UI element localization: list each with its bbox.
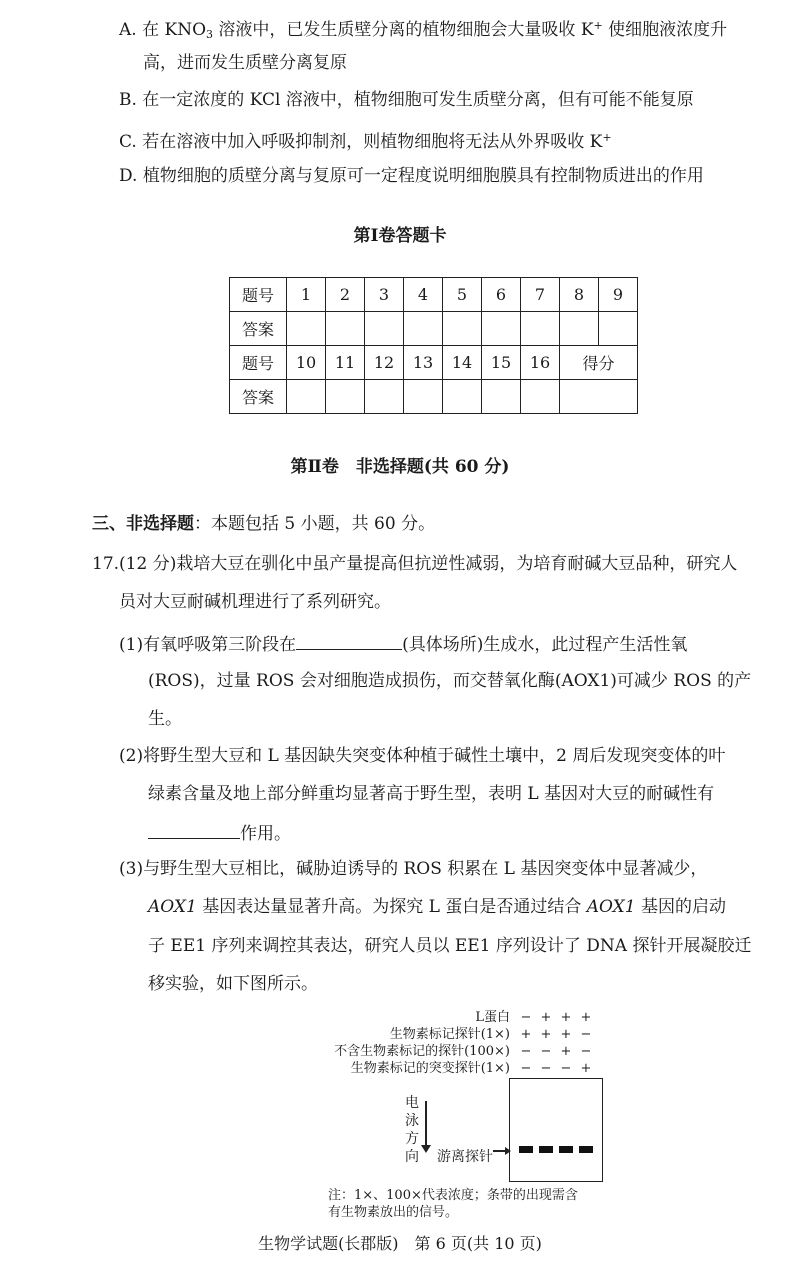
score-cell (560, 380, 638, 414)
question-number: 14 (443, 346, 482, 380)
arrow-down-icon (421, 1145, 431, 1153)
answer-cell (443, 312, 482, 346)
lane-sign: − (520, 1044, 532, 1059)
answer-card-title: 第Ⅰ卷答题卡 (353, 226, 447, 246)
figure-row-label: 生物素标记探针(1×) (389, 1027, 510, 1042)
table-row (230, 380, 638, 414)
answer-cell (326, 380, 365, 414)
table-row (230, 312, 638, 346)
answer-card-table (229, 277, 638, 414)
gel-band (579, 1146, 593, 1153)
arrow-right-icon (505, 1147, 511, 1155)
figure-row-label: 生物素标记的突变探针(1×) (350, 1061, 510, 1076)
question-number: 15 (482, 346, 521, 380)
q17-part3-line1: (3)与野生型大豆相比，碱胁迫诱导的 ROS 积累在 L 基因突变体中显著减少， (119, 859, 708, 879)
answer-blank (296, 631, 402, 650)
q17-part2-line3: 作用。 (148, 820, 291, 846)
gel-band (519, 1146, 533, 1153)
direction-char: 电 (405, 1095, 419, 1111)
q17-part3-line4: 移实验，如下图所示。 (148, 974, 318, 994)
lane-sign: − (580, 1027, 592, 1042)
question-number: 10 (287, 346, 326, 380)
answer-blank (148, 820, 240, 839)
answer-cell (521, 380, 560, 414)
q17-part1-line1: (1)有氧呼吸第三阶段在 (具体场所)生成水，此过程产生活性氧 (119, 631, 687, 657)
lane-sign: − (580, 1044, 592, 1059)
answer-cell (404, 312, 443, 346)
lane-sign: + (560, 1044, 572, 1059)
figure-row-label: 不含生物素标记的探针(100×) (334, 1044, 510, 1059)
section3-heading: 三、非选择题：本题包括 5 小题，共 60 分。 (92, 514, 436, 534)
q17-line1: 17.(12 分)栽培大豆在驯化中虽产量提高但抗逆性减弱，为培育耐碱大豆品种，研究人 (92, 554, 738, 574)
question-number: 12 (365, 346, 404, 380)
option-a-line2: 高，进而发生质壁分离复原 (143, 53, 347, 73)
q17-line2: 员对大豆耐碱机理进行了系列研究。 (119, 592, 391, 612)
answer-cell (404, 380, 443, 414)
gel-band (559, 1146, 573, 1153)
question-number: 6 (482, 278, 521, 312)
q17-part2-line2: 绿素含量及地上部分鲜重均显著高于野生型，表明 L 基因对大豆的耐碱性有 (148, 784, 715, 804)
question-number: 13 (404, 346, 443, 380)
lane-sign: + (560, 1027, 572, 1042)
q17-part2-line1: (2)将野生型大豆和 L 基因缺失突变体种植于碱性土壤中，2 周后发现突变体的叶 (119, 746, 726, 766)
answer-cell (365, 380, 404, 414)
question-number: 16 (521, 346, 560, 380)
answer-cell (560, 312, 599, 346)
direction-char: 泳 (405, 1113, 419, 1129)
gel-band (539, 1146, 553, 1153)
answer-cell (287, 312, 326, 346)
answer-cell (482, 312, 521, 346)
lane-sign: + (580, 1010, 592, 1025)
lane-sign: − (520, 1010, 532, 1025)
direction-char: 方 (405, 1131, 419, 1147)
answer-cell (365, 312, 404, 346)
question-number: 5 (443, 278, 482, 312)
question-number: 2 (326, 278, 365, 312)
free-probe-label: 游离探针 (437, 1149, 493, 1165)
table-row (230, 346, 638, 380)
lane-sign: − (540, 1044, 552, 1059)
lane-sign: − (560, 1061, 572, 1076)
table-row (230, 278, 638, 312)
direction-char: 向 (405, 1149, 419, 1165)
label-answer: 答案 (230, 380, 287, 414)
lane-sign: − (540, 1061, 552, 1076)
lane-sign: + (540, 1027, 552, 1042)
lane-sign: + (560, 1010, 572, 1025)
q17-part1-line3: 生。 (148, 709, 182, 729)
question-number: 7 (521, 278, 560, 312)
question-number: 3 (365, 278, 404, 312)
answer-cell (599, 312, 638, 346)
section2-title: 第Ⅱ卷 非选择题(共 60 分) (290, 457, 510, 477)
option-c: C. 若在溶液中加入呼吸抑制剂，则植物细胞将无法从外界吸收 K+ (119, 131, 612, 152)
answer-cell (521, 312, 560, 346)
score-label: 得分 (560, 346, 638, 380)
page-footer: 生物学试题(长郡版) 第 6 页(共 10 页) (258, 1234, 542, 1253)
question-number: 8 (560, 278, 599, 312)
answer-cell (326, 312, 365, 346)
question-number: 1 (287, 278, 326, 312)
direction-arrow (425, 1101, 427, 1147)
option-d: D. 植物细胞的质壁分离与复原可一定程度说明细胞膜具有控制物质进出的作用 (119, 166, 704, 186)
question-number: 9 (599, 278, 638, 312)
lane-sign: + (520, 1027, 532, 1042)
lane-sign: + (540, 1010, 552, 1025)
option-b: B. 在一定浓度的 KCl 溶液中，植物细胞可发生质壁分离，但有可能不能复原 (119, 90, 694, 110)
lane-sign: − (520, 1061, 532, 1076)
figure-row-label: L蛋白 (475, 1010, 510, 1025)
label-number: 题号 (230, 346, 287, 380)
label-number: 题号 (230, 278, 287, 312)
answer-cell (287, 380, 326, 414)
figure-note-line2: 有生物素放出的信号。 (328, 1205, 459, 1220)
answer-cell (443, 380, 482, 414)
q17-part3-line3: 子 EE1 序列来调控其表达，研究人员以 EE1 序列设计了 DNA 探针开展凝胶迁 (148, 936, 752, 956)
q17-part1-line2: (ROS)，过量 ROS 会对细胞造成损伤，而交替氧化酶(AOX1)可减少 ROS 的产 (148, 671, 752, 691)
lane-sign: + (580, 1061, 592, 1076)
q17-part3-line2: AOX1 基因表达量显著升高。为探究 L 蛋白是否通过结合 AOX1 基因的启动 (148, 897, 726, 917)
label-answer: 答案 (230, 312, 287, 346)
answer-cell (482, 380, 521, 414)
figure-note-line1: 注：1×、100×代表浓度；条带的出现需含 (328, 1188, 578, 1203)
option-a-line1: A. 在 $KNO_3$ 溶液中，已发生质壁分离的植物细胞会大量吸收 K+ 使细胞液浓度升 (119, 19, 728, 41)
question-number: 11 (326, 346, 365, 380)
gel-frame (509, 1078, 603, 1182)
question-number: 4 (404, 278, 443, 312)
